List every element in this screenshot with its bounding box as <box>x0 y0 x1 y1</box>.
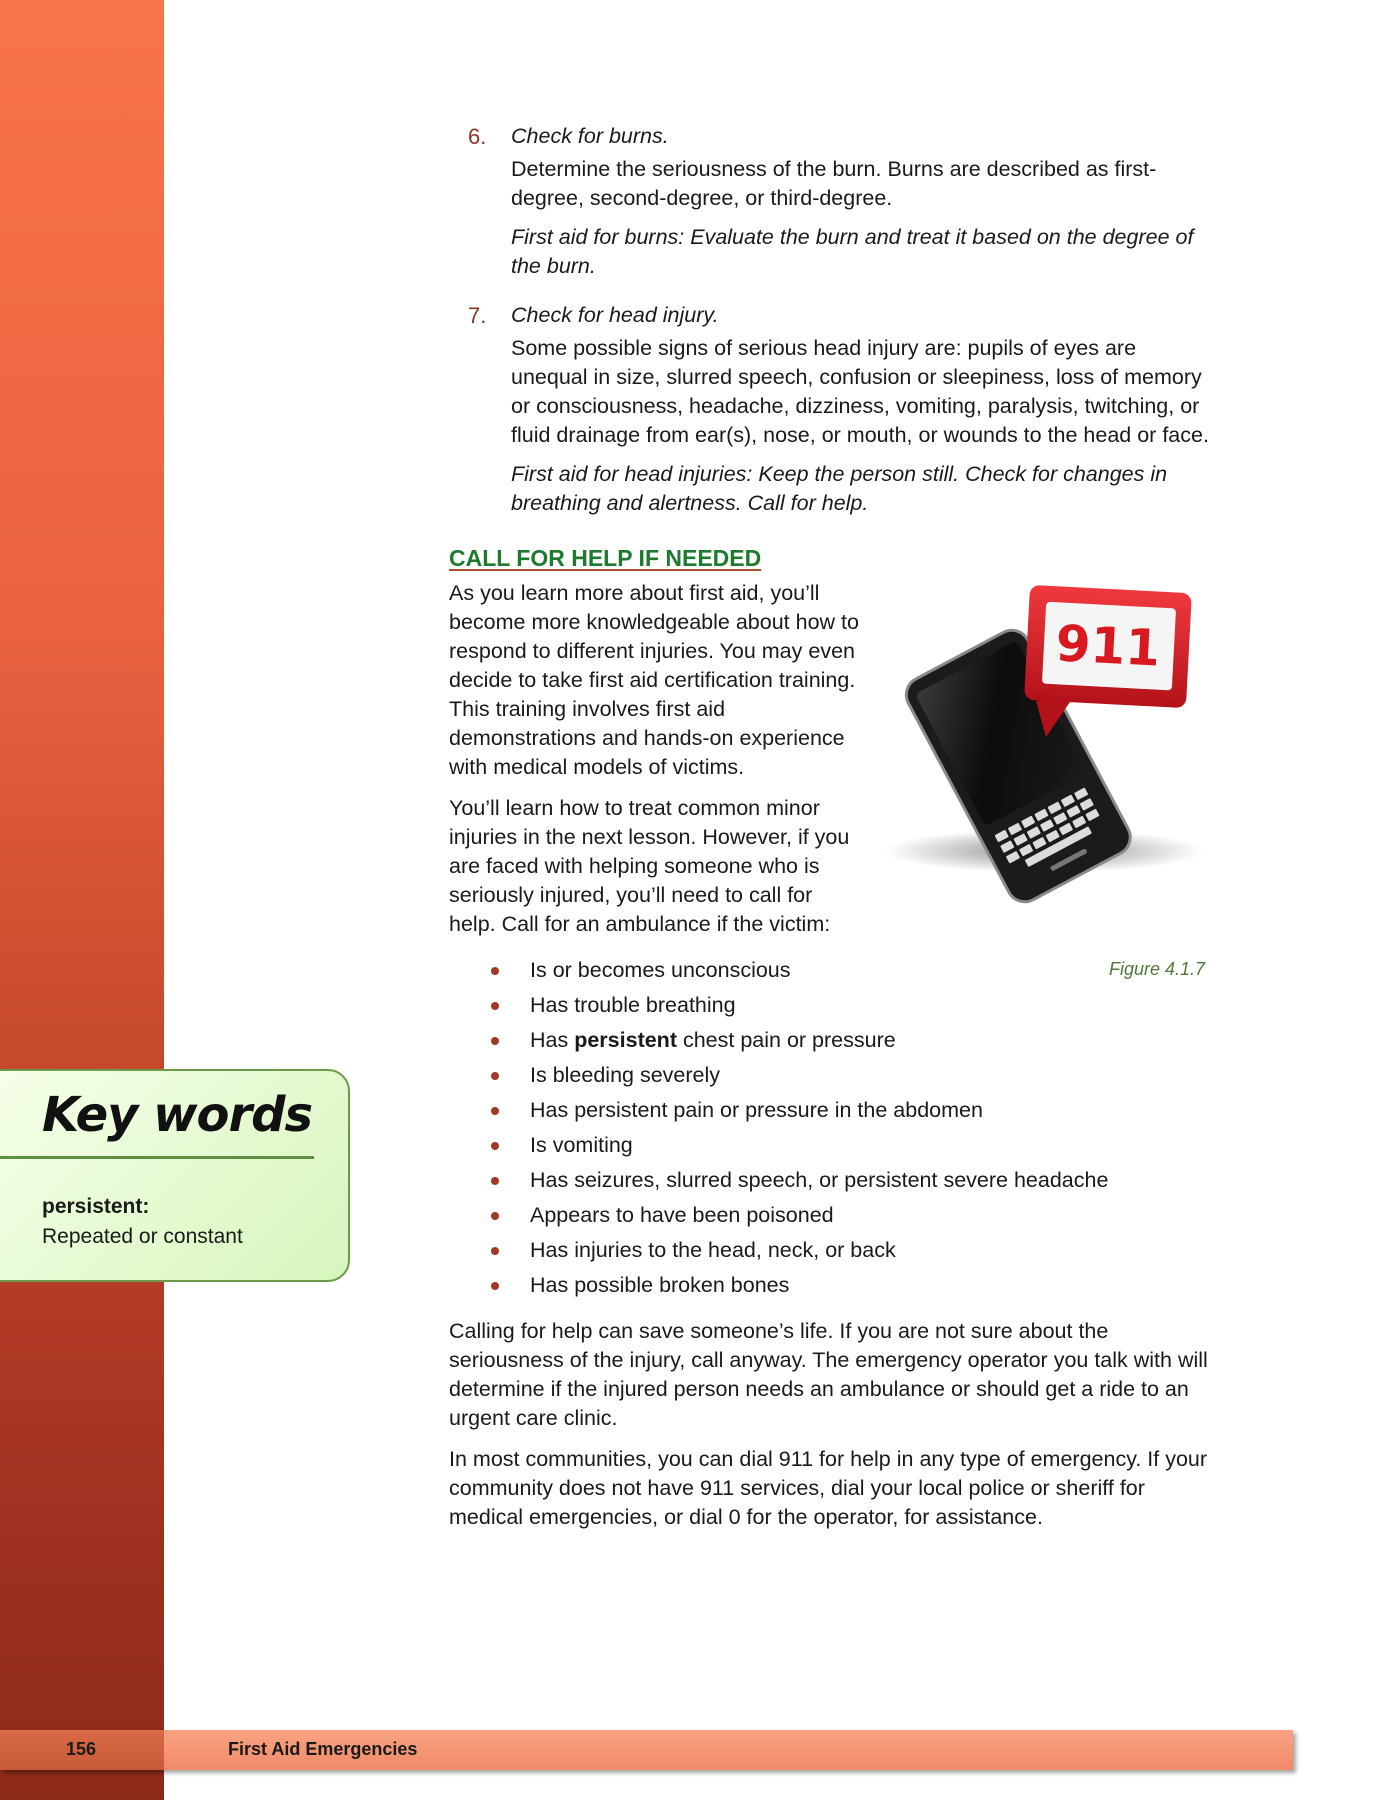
key-words-divider <box>0 1156 314 1159</box>
section-paragraph-1: As you learn more about first aid, you’ll become more knowledgeable about how to respond to different injuries. You may even decide to take first aid certification training. This training involves first aid demonstrations and hands-on experience with medical models of victims. <box>449 581 859 779</box>
section-heading: CALL FOR HELP IF NEEDED <box>449 545 762 571</box>
step-title: Check for burns. <box>511 124 669 148</box>
bullet-icon <box>491 1107 499 1115</box>
list-item: Appears to have been poisoned <box>449 1198 1209 1233</box>
section-text-column <box>449 579 859 939</box>
page-sidebar-band <box>0 0 164 1800</box>
footer-chapter-title: First Aid Emergencies <box>228 1739 418 1759</box>
list-item: Has possible broken bones <box>449 1268 1209 1303</box>
step-item <box>468 122 1209 281</box>
page-number: 156 <box>66 1739 97 1759</box>
bullet-icon <box>491 1072 499 1080</box>
bullet-icon <box>491 1002 499 1010</box>
bullet-icon <box>491 1212 499 1220</box>
bullet-icon <box>491 1142 499 1150</box>
bullet-icon <box>491 967 499 975</box>
ambulance-criteria-list <box>449 953 1209 1303</box>
step-first-aid: First aid for head injuries: Keep the person still. Check for changes in breathing and alertness. Call for help. <box>511 462 1168 515</box>
list-item: Has trouble breathing <box>449 988 1209 1023</box>
list-item: Has seizures, slurred speech, or persistent severe headache <box>449 1163 1209 1198</box>
key-words-box <box>0 1069 350 1282</box>
keyword-highlight: persistent <box>574 1028 677 1052</box>
step-number: 7. <box>468 303 487 328</box>
bullet-icon <box>491 1037 499 1045</box>
list-item: Is or becomes unconscious <box>449 953 1209 988</box>
bullet-icon <box>491 1282 499 1290</box>
step-title: Check for head injury. <box>511 303 719 327</box>
step-item <box>468 301 1209 518</box>
list-item: Has injuries to the head, neck, or back <box>449 1233 1209 1268</box>
key-words-title: Key words <box>42 1087 313 1143</box>
list-item: Is bleeding severely <box>449 1058 1209 1093</box>
step-description: Some possible signs of serious head injury are: pupils of eyes are unequal in size, slurred speech, confusion or sleepiness, loss of memory or consciousness, headache, dizziness, vomiting, paralysis, twitching, or fluid drainage from ear(s), nose, or mouth, or wounds to the head or face. <box>511 336 1209 447</box>
list-item: Has persistent chest pain or pressure <box>449 1023 1209 1058</box>
speech-bubble <box>1024 585 1192 737</box>
phone-911-illustration <box>884 579 1214 959</box>
step-description: Determine the seriousness of the burn. Burns are described as first-degree, second-degree, or third-degree. <box>511 157 1157 210</box>
closing-paragraph-2: In most communities, you can dial 911 for help in any type of emergency. If your community does not have 911 services, dial your local police or sheriff for medical emergencies, or dial 0 for the operator, for assistance. <box>449 1447 1208 1529</box>
keyword-definition: Repeated or constant <box>42 1225 243 1248</box>
step-first-aid: First aid for burns: Evaluate the burn and treat it based on the degree of the burn. <box>511 225 1194 278</box>
main-content <box>449 122 1209 1544</box>
page-footer <box>0 1730 1293 1770</box>
bullet-icon <box>491 1177 499 1185</box>
list-item: Has persistent pain or pressure in the abdomen <box>449 1093 1209 1128</box>
closing-paragraph-1: Calling for help can save someone’s life. If you are not sure about the seriousness of the injury, call anyway. The emergency operator you talk with will determine if the injured person needs an ambulance or should get a ride to an urgent care clinic. <box>449 1319 1208 1430</box>
phone-911-figure <box>884 579 1214 959</box>
step-number: 6. <box>468 124 487 149</box>
section-paragraph-2: You’ll learn how to treat common minor injuries in the next lesson. However, if you are faced with helping someone who is seriously injured, you’ll need to call for help. Call for an ambulance if the victim: <box>449 796 850 936</box>
keyword-term: persistent: <box>42 1195 150 1218</box>
bullet-icon <box>491 1247 499 1255</box>
list-item: Is vomiting <box>449 1128 1209 1163</box>
bubble-911-text: 911 <box>1054 614 1162 678</box>
figure-caption: Figure 4.1.7 <box>1109 959 1206 979</box>
